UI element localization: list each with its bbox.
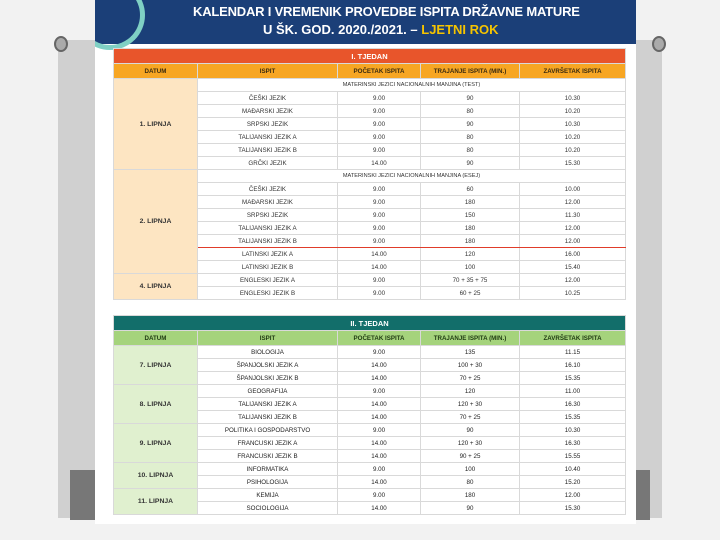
col-header-date: DATUM bbox=[114, 331, 198, 346]
duration: 100 + 30 bbox=[421, 359, 520, 372]
table-row bbox=[114, 489, 626, 502]
start-time: 14.00 bbox=[338, 437, 421, 450]
start-time: 14.00 bbox=[338, 372, 421, 385]
banner-subtitle-highlight: LJETNI ROK bbox=[421, 22, 499, 37]
banner-title: KALENDAR I VREMENIK PROVEDBE ISPITA DRŽAVNE MATURE bbox=[193, 4, 580, 19]
end-time: 15.40 bbox=[520, 261, 626, 274]
exam-name: ČEŠKI JEZIK bbox=[198, 183, 338, 196]
duration: 80 bbox=[421, 144, 520, 157]
duration: 80 bbox=[421, 476, 520, 489]
start-time: 9.00 bbox=[338, 183, 421, 196]
end-time: 10.30 bbox=[520, 424, 626, 437]
exam-name: ENGLESKI JEZIK B bbox=[198, 287, 338, 300]
end-time: 15.30 bbox=[520, 502, 626, 515]
exam-name: LATINSKI JEZIK A bbox=[198, 248, 338, 261]
end-time: 10.20 bbox=[520, 131, 626, 144]
exam-name: FRANCUSKI JEZIK B bbox=[198, 450, 338, 463]
duration: 100 bbox=[421, 463, 520, 476]
start-time: 9.00 bbox=[338, 144, 421, 157]
date-cell: 4. LIPNJA bbox=[114, 274, 198, 300]
col-header-exam: ISPIT bbox=[198, 64, 338, 79]
exam-name: SRPSKI JEZIK bbox=[198, 118, 338, 131]
table-row bbox=[114, 424, 626, 437]
duration: 135 bbox=[421, 346, 520, 359]
date-cell: 11. LIPNJA bbox=[114, 489, 198, 515]
duration: 180 bbox=[421, 196, 520, 209]
end-time: 10.00 bbox=[520, 183, 626, 196]
exam-name: TALIJANSKI JEZIK B bbox=[198, 235, 338, 248]
exam-name: BIOLOGIJA bbox=[198, 346, 338, 359]
exam-name: TALIJANSKI JEZIK A bbox=[198, 131, 338, 144]
end-time: 15.55 bbox=[520, 450, 626, 463]
date-cell: 8. LIPNJA bbox=[114, 385, 198, 424]
col-header-duration: TRAJANJE ISPITA (MIN.) bbox=[421, 331, 520, 346]
end-time: 12.00 bbox=[520, 222, 626, 235]
duration: 70 + 35 + 75 bbox=[421, 274, 520, 287]
start-time: 9.00 bbox=[338, 424, 421, 437]
exam-name: POLITIKA I GOSPODARSTVO bbox=[198, 424, 338, 437]
col-header-duration: TRAJANJE ISPITA (MIN.) bbox=[421, 64, 520, 79]
end-time: 10.20 bbox=[520, 105, 626, 118]
start-time: 9.00 bbox=[338, 235, 421, 248]
end-time: 16.00 bbox=[520, 248, 626, 261]
end-time: 11.00 bbox=[520, 385, 626, 398]
exam-name: PSIHOLOGIJA bbox=[198, 476, 338, 489]
exam-name: GRČKI JEZIK bbox=[198, 157, 338, 170]
duration: 90 bbox=[421, 502, 520, 515]
end-time: 10.25 bbox=[520, 287, 626, 300]
exam-name: LATINSKI JEZIK B bbox=[198, 261, 338, 274]
duration: 100 bbox=[421, 261, 520, 274]
week1-title: I. TJEDAN bbox=[114, 49, 626, 64]
exam-name: SOCIOLOGIJA bbox=[198, 502, 338, 515]
table-row bbox=[114, 274, 626, 287]
exam-name: FRANCUSKI JEZIK A bbox=[198, 437, 338, 450]
duration: 90 + 25 bbox=[421, 450, 520, 463]
duration: 60 + 25 bbox=[421, 287, 520, 300]
col-header-end: ZAVRŠETAK ISPITA bbox=[520, 64, 626, 79]
week1-table bbox=[113, 48, 626, 300]
duration: 90 bbox=[421, 118, 520, 131]
date-cell: 10. LIPNJA bbox=[114, 463, 198, 489]
end-time: 15.35 bbox=[520, 411, 626, 424]
exam-name: ENGLESKI JEZIK A bbox=[198, 274, 338, 287]
start-time: 14.00 bbox=[338, 261, 421, 274]
start-time: 9.00 bbox=[338, 131, 421, 144]
duration: 70 + 25 bbox=[421, 411, 520, 424]
duration: 80 bbox=[421, 131, 520, 144]
end-time: 12.00 bbox=[520, 274, 626, 287]
exam-name: SRPSKI JEZIK bbox=[198, 209, 338, 222]
start-time: 9.00 bbox=[338, 105, 421, 118]
binder-ring-right-icon bbox=[652, 36, 666, 52]
exam-name: ČEŠKI JEZIK bbox=[198, 92, 338, 105]
start-time: 9.00 bbox=[338, 346, 421, 359]
table-row bbox=[114, 463, 626, 476]
exam-name: INFORMATIKA bbox=[198, 463, 338, 476]
start-time: 14.00 bbox=[338, 411, 421, 424]
end-time: 10.30 bbox=[520, 118, 626, 131]
banner-subtitle bbox=[263, 22, 499, 37]
start-time: 9.00 bbox=[338, 385, 421, 398]
start-time: 14.00 bbox=[338, 398, 421, 411]
duration: 60 bbox=[421, 183, 520, 196]
start-time: 14.00 bbox=[338, 450, 421, 463]
duration: 180 bbox=[421, 222, 520, 235]
duration: 70 + 25 bbox=[421, 372, 520, 385]
duration: 120 + 30 bbox=[421, 437, 520, 450]
start-time: 9.00 bbox=[338, 274, 421, 287]
exam-name: GEOGRAFIJA bbox=[198, 385, 338, 398]
week2-title: II. TJEDAN bbox=[114, 316, 626, 331]
start-time: 14.00 bbox=[338, 502, 421, 515]
date-cell: 2. LIPNJA bbox=[114, 170, 198, 274]
section-note: MATERINSKI JEZICI NACIONALNIH MANJINA (TEST) bbox=[198, 79, 626, 92]
end-time: 16.30 bbox=[520, 398, 626, 411]
duration: 120 bbox=[421, 385, 520, 398]
duration: 120 bbox=[421, 248, 520, 261]
exam-name: TALIJANSKI JEZIK A bbox=[198, 222, 338, 235]
binder-ring-left-icon bbox=[54, 36, 68, 52]
start-time: 14.00 bbox=[338, 359, 421, 372]
start-time: 9.00 bbox=[338, 118, 421, 131]
document-banner bbox=[95, 0, 636, 44]
end-time: 10.20 bbox=[520, 144, 626, 157]
start-time: 9.00 bbox=[338, 287, 421, 300]
exam-name: ŠPANJOLSKI JEZIK B bbox=[198, 372, 338, 385]
end-time: 16.30 bbox=[520, 437, 626, 450]
end-time: 16.10 bbox=[520, 359, 626, 372]
duration: 90 bbox=[421, 92, 520, 105]
duration: 90 bbox=[421, 424, 520, 437]
exam-name: TALIJANSKI JEZIK B bbox=[198, 144, 338, 157]
table-row bbox=[114, 385, 626, 398]
end-time: 15.30 bbox=[520, 157, 626, 170]
exam-name: TALIJANSKI JEZIK B bbox=[198, 411, 338, 424]
end-time: 11.15 bbox=[520, 346, 626, 359]
week2-table bbox=[113, 315, 626, 515]
end-time: 10.30 bbox=[520, 92, 626, 105]
exam-schedule-document bbox=[95, 0, 636, 524]
col-header-date: DATUM bbox=[114, 64, 198, 79]
duration: 80 bbox=[421, 105, 520, 118]
end-time: 12.00 bbox=[520, 196, 626, 209]
start-time: 9.00 bbox=[338, 92, 421, 105]
end-time: 10.40 bbox=[520, 463, 626, 476]
duration: 150 bbox=[421, 209, 520, 222]
start-time: 14.00 bbox=[338, 476, 421, 489]
end-time: 12.00 bbox=[520, 489, 626, 502]
start-time: 9.00 bbox=[338, 196, 421, 209]
section-note: MATERINSKI JEZICI NACIONALNIH MANJINA (ESEJ) bbox=[198, 170, 626, 183]
end-time: 11.30 bbox=[520, 209, 626, 222]
col-header-exam: ISPIT bbox=[198, 331, 338, 346]
end-time: 15.20 bbox=[520, 476, 626, 489]
start-time: 14.00 bbox=[338, 157, 421, 170]
duration: 180 bbox=[421, 235, 520, 248]
duration: 180 bbox=[421, 489, 520, 502]
exam-name: MAĐARSKI JEZIK bbox=[198, 196, 338, 209]
duration: 90 bbox=[421, 157, 520, 170]
start-time: 9.00 bbox=[338, 209, 421, 222]
col-header-start: POČETAK ISPITA bbox=[338, 331, 421, 346]
start-time: 9.00 bbox=[338, 222, 421, 235]
end-time: 12.00 bbox=[520, 235, 626, 248]
start-time: 14.00 bbox=[338, 248, 421, 261]
col-header-start: POČETAK ISPITA bbox=[338, 64, 421, 79]
date-cell: 7. LIPNJA bbox=[114, 346, 198, 385]
exam-name: KEMIJA bbox=[198, 489, 338, 502]
date-cell: 1. LIPNJA bbox=[114, 79, 198, 170]
col-header-end: ZAVRŠETAK ISPITA bbox=[520, 331, 626, 346]
exam-name: TALIJANSKI JEZIK A bbox=[198, 398, 338, 411]
start-time: 9.00 bbox=[338, 463, 421, 476]
exam-name: ŠPANJOLSKI JEZIK A bbox=[198, 359, 338, 372]
date-cell: 9. LIPNJA bbox=[114, 424, 198, 463]
banner-subtitle-prefix: U ŠK. GOD. 2020./2021. – bbox=[263, 22, 418, 37]
start-time: 9.00 bbox=[338, 489, 421, 502]
exam-name: MAĐARSKI JEZIK bbox=[198, 105, 338, 118]
end-time: 15.35 bbox=[520, 372, 626, 385]
duration: 120 + 30 bbox=[421, 398, 520, 411]
table-row bbox=[114, 346, 626, 359]
